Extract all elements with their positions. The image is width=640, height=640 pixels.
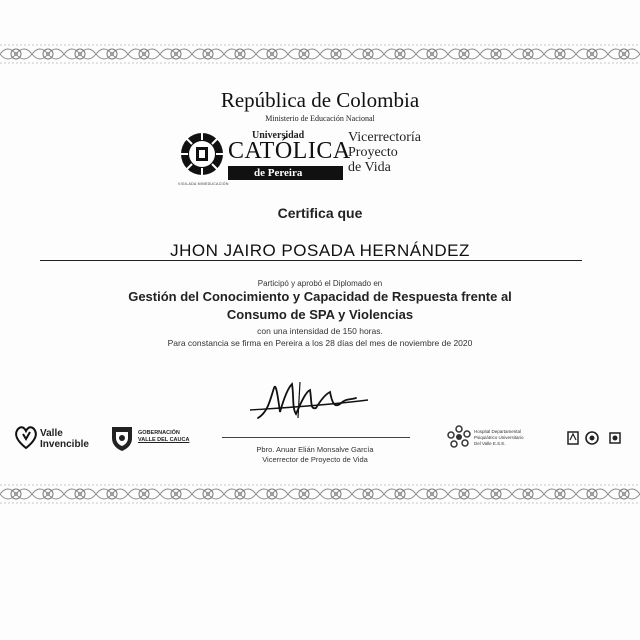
university-label: Universidad [252,130,305,141]
course-title-line-1: Gestión del Conocimiento y Capacidad de Respuesta frente al [128,289,512,304]
valle-invencible-logo [14,424,100,452]
hospital-logo [446,424,556,452]
course-title [70,288,570,324]
participation-text: Participó y aprobó el Diplomado en [257,279,383,288]
ministry-subheading: Ministerio de Educación Nacional [265,114,375,123]
valle-heart-icon [14,424,38,450]
vice-line-1: Vicerrectoría [348,130,421,145]
gobernacion-shield-icon [110,424,134,452]
hosp-line-1: Hospital Departamental [474,429,522,434]
valle-line-2: Invencible [40,439,89,450]
country-heading: República de Colombia [220,88,420,112]
university-seal-icon [180,132,224,176]
vice-rectory-label [348,130,421,175]
signer-title: Vicerrector de Proyecto de Vida [262,455,368,464]
certifies-heading: Certifica que [277,205,363,221]
recipient-underline [40,260,582,261]
course-title-line-2: Consumo de SPA y Violencias [226,307,414,322]
constancy-text: Para constancia se firma en Pereira a los 28 días del mes de noviembre de 2020 [167,338,473,348]
signer-block [200,445,430,465]
university-tagline: VIGILADA MINEDUCACIÓN [178,182,229,186]
signer-name: Pbro. Anuar Elián Monsalve García [256,445,374,454]
university-city: de Pereira [254,167,303,179]
gob-line-1: GOBERNACIÓN [138,430,180,436]
top-decorative-border [0,42,640,66]
gobernacion-logo [110,424,200,452]
vice-line-2: Proyecto [348,145,398,160]
signature-line [222,437,410,438]
hosp-line-3: Del Valle E.S.E. [474,441,506,446]
bottom-decorative-border [0,482,640,506]
recipient-name: JHON JAIRO POSADA HERNÁNDEZ [170,241,470,260]
university-name: CATÓLICA [228,138,351,164]
intensity-text: con una intensidad de 150 horas. [257,326,383,336]
gob-line-2: VALLE DEL CAUCA [138,437,190,443]
valle-line-1: Valle [40,428,63,439]
signature-mark [240,378,380,426]
vice-line-3: de Vida [348,160,391,175]
hosp-line-2: Psiquiátrico Universitario [474,435,524,440]
hospital-flower-icon [446,424,472,450]
university-logo [178,128,448,190]
small-partner-marks [566,428,626,448]
